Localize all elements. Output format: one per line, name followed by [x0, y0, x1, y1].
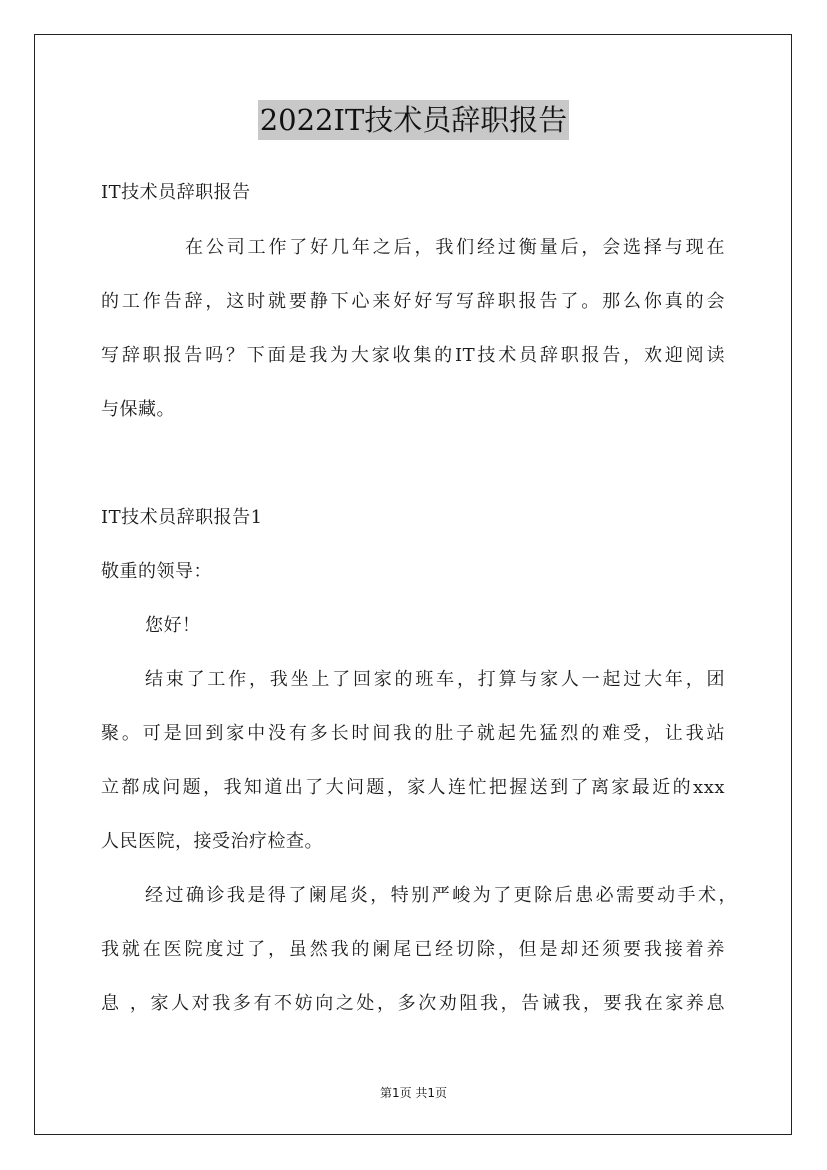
document-title: 2022IT技术员辞职报告: [258, 100, 570, 140]
body-line-7: 息 ，家人对我多有不妨向之处，多次劝阻我，告诫我，要我在家养息: [101, 993, 725, 1014]
intro-line-1: 在公司工作了好几年之后，我们经过衡量后，会选择与现在: [185, 237, 725, 258]
body-line-5: 经过确诊我是得了阑尾炎，特别严峻为了更除后患必需要动手术，: [145, 885, 737, 906]
body-line-1: 结束了工作，我坐上了回家的班车，打算与家人一起过大年，团: [145, 669, 725, 690]
intro-line-2: 的工作告辞，这时就要静下心来好好写写辞职报告了。那么你真的会: [101, 291, 725, 312]
body-line-4: 人民医院，接受治疗检查。: [101, 831, 323, 852]
subtitle-line: IT技术员辞职报告: [101, 182, 251, 203]
page-footer: 第1页 共1页: [379, 1086, 448, 1100]
body-line-6: 我就在医院度过了，虽然我的阑尾已经切除，但是却还须要我接着养: [101, 939, 725, 960]
greeting: 您好！: [145, 615, 201, 636]
section-heading: IT技术员辞职报告1: [101, 507, 263, 528]
body-line-2: 聚。可是回到家中没有多长时间我的肚子就起先猛烈的难受，让我站: [101, 723, 725, 744]
intro-line-4: 与保藏。: [101, 399, 175, 420]
intro-line-3: 写辞职报告吗？下面是我为大家收集的IT技术员辞职报告，欢迎阅读: [101, 345, 725, 366]
title-container: [0, 100, 827, 140]
salutation: 敬重的领导：: [101, 561, 212, 582]
body-line-3: 立都成问题，我知道出了大问题，家人连忙把握送到了离家最近的xxx: [101, 777, 725, 798]
